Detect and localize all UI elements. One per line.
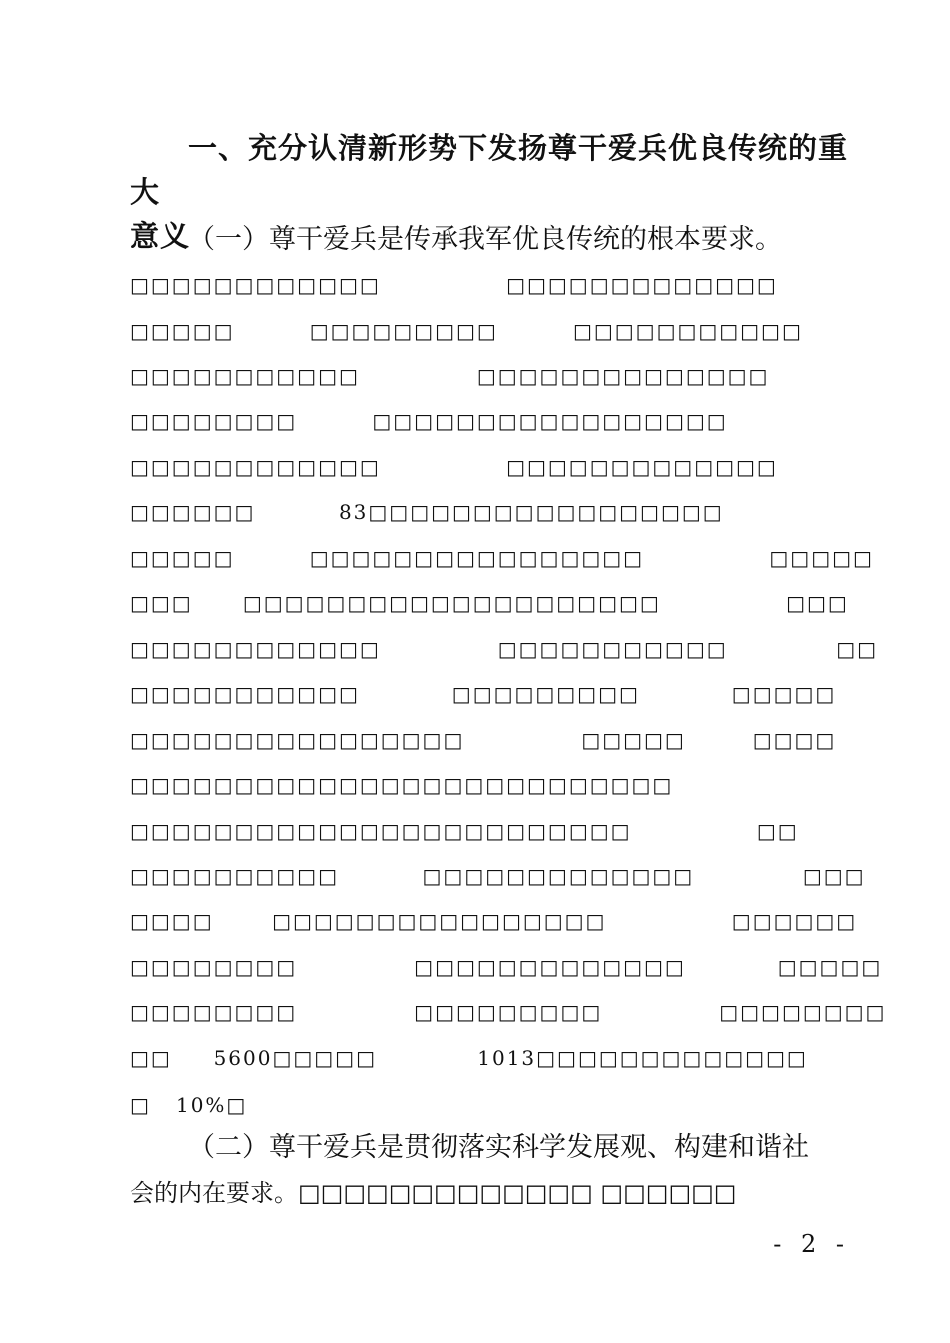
body-line: □□□□□□□□□□□□□□□□□□□□□□□□□□ <box>130 773 674 797</box>
body-line: □□□□□□□□□□□□ □□□□□□□□□□□□□ <box>130 273 778 297</box>
body-line: □□□□□□□□□□ □□□□□□□□□□□□□ □□□ <box>130 864 866 888</box>
body-line: □□□□□ □□□□□□□□□□□□□□□□ □□□□□ <box>130 546 874 570</box>
body-line: □□ 5600□□□□□ 1013□□□□□□□□□□□□□ <box>130 1046 808 1070</box>
body-line: □□□□□□□□□□□□□□□□□□□□□□□□ □□ <box>130 819 799 843</box>
body-line: □ 10%□ <box>130 1093 248 1117</box>
body-line: □□□□□□□□ □□□□□□□□□□□□□ □□□□□ <box>130 955 883 979</box>
body-line: □□□□□□□□□□□□ □□□□□□□□□□□ □□ <box>130 637 879 661</box>
body-line: □□□□□□□□ □□□□□□□□□ □□□□□□□□ <box>130 1000 887 1024</box>
section-1-title: （一）尊干爱兵是传承我军优良传统的根本要求。 <box>188 224 782 255</box>
body-line: □□□□□□□□□□□ □□□□□□□□□□□□□□ <box>130 364 770 388</box>
body-line: □□□□□□□□□□□□□□□□ □□□□□ □□□□ <box>130 728 837 752</box>
body-line: □□□□□□□□□□□□ □□□□□□□□□□□□□ <box>130 455 778 479</box>
body-line: □□□□□□□□□□□ □□□□□□□□□ □□□□□ <box>130 682 837 706</box>
body-line: □□□ □□□□□□□□□□□□□□□□□□□□ □□□ <box>130 591 849 615</box>
body-line: □□□□□□ 83□□□□□□□□□□□□□□□□□ <box>130 500 724 524</box>
section-2-title-line-1: （二）尊干爱兵是贯彻落实科学发展观、构建和谐社 <box>188 1132 809 1163</box>
chapter-heading-line-1: 一、充分认清新形势下发扬尊干爱兵优良传统的重大 <box>130 131 849 209</box>
page-number: - 2 - <box>773 1230 850 1258</box>
body-line: □□□□□□□□ □□□□□□□□□□□□□□□□□ <box>130 409 728 433</box>
chapter-heading-line-2: 意义 <box>130 219 191 253</box>
section-2-title-line-2: 会的内在要求。□□□□□□□□□□□□□ □□□□□□ <box>130 1179 737 1207</box>
body-line: □□□□□ □□□□□□□□□ □□□□□□□□□□□ <box>130 319 803 343</box>
body-line: □□□□ □□□□□□□□□□□□□□□□ □□□□□□ <box>130 909 858 933</box>
